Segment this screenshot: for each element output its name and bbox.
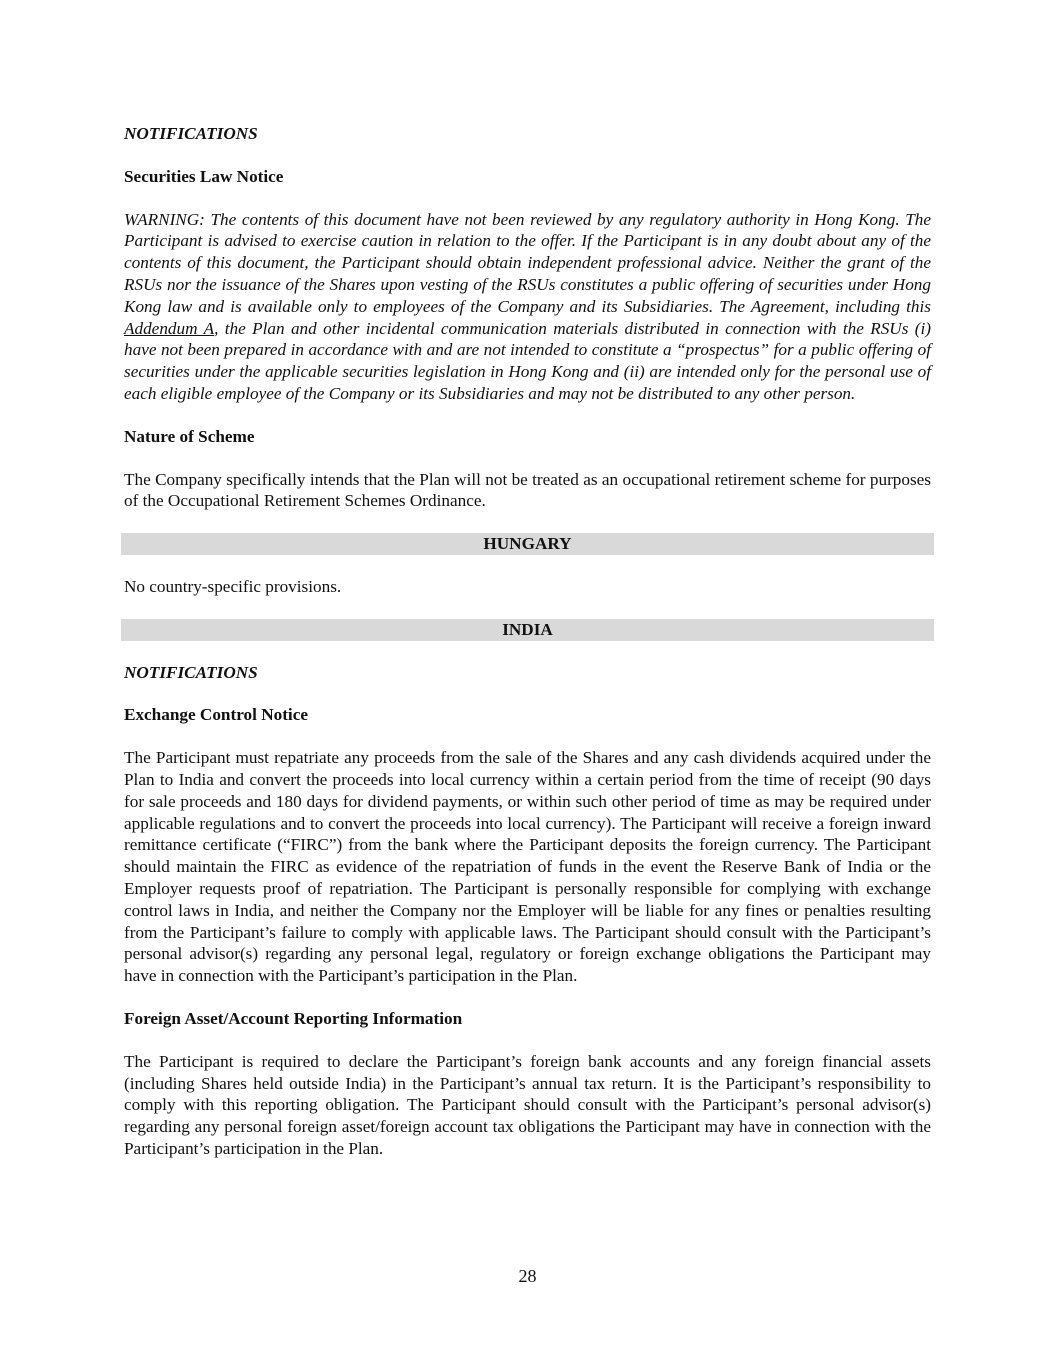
addendum-a-reference: Addendum A bbox=[124, 318, 215, 338]
nature-of-scheme-heading: Nature of Scheme bbox=[124, 426, 255, 446]
page-number: 28 bbox=[518, 1266, 537, 1286]
nature-of-scheme-paragraph: The Company specifically intends that the Plan will not be treated as an occupational retirement scheme for purposes of the Occupational Retirement Schemes Ordinance. bbox=[124, 469, 931, 511]
hungary-paragraph: No country-specific provisions. bbox=[124, 576, 342, 596]
securities-law-notice-heading: Securities Law Notice bbox=[124, 166, 284, 186]
country-header-hungary: HUNGARY bbox=[121, 533, 934, 555]
securities-warning-paragraph bbox=[124, 209, 931, 405]
country-header-india: INDIA bbox=[121, 619, 934, 641]
exchange-control-notice-heading: Exchange Control Notice bbox=[124, 705, 308, 725]
exchange-control-paragraph: The Participant must repatriate any proceeds from the sale of the Shares and any cash dividends acquired under the Plan to India and convert the proceeds into local currency within a certain period from the time of receipt (90 days for sale proceeds and 180 days for dividend payments, or within such other period of time as may be required under applicable regulations and to convert the proceeds into local currency). The Participant will receive a foreign inward remittance certificate (“FIRC”) from the bank where the Participant deposits the foreign currency. The Participant should maintain the FIRC as evidence of the repatriation of funds in the event the Reserve Bank of India or the Employer requests proof of repatriation. The Participant is personally responsible for complying with exchange control laws in India, and neither the Company nor the Employer will be liable for any fines or penalties resulting from the Participant’s failure to comply with applicable laws. The Participant should consult with the Participant’s personal advisor(s) regarding any personal legal, regulatory or foreign exchange obligations the Participant may have in connection with the Participant’s participation in the Plan. bbox=[124, 748, 931, 986]
warning-text-part2: , the Plan and other incidental communication materials distributed in connection with the RSUs (i) have not been prepared in accordance with and are not intended to constitute a “prospectus” for a public offering of securities under the applicable securities legislation in Hong Kong and (ii) are intended only for the personal use of each eligible employee of the Company or its Subsidiaries and may not be distributed to any other person. bbox=[124, 318, 931, 403]
notifications-heading: NOTIFICATIONS bbox=[124, 124, 258, 143]
document-page bbox=[124, 123, 931, 1181]
foreign-asset-reporting-paragraph: The Participant is required to declare the Participant’s foreign bank accounts and any foreign financial assets (including Shares held outside India) in the Participant’s annual tax return. It is the Participant’s responsibility to comply with this reporting obligation. The Participant should consult with the Participant’s personal advisor(s) regarding any personal foreign asset/foreign account tax obligations the Participant may have in connection with the Participant’s participation in the Plan. bbox=[124, 1051, 931, 1158]
india-notifications-heading: NOTIFICATIONS bbox=[124, 662, 258, 682]
warning-text-part1: WARNING: The contents of this document have not been reviewed by any regulatory authority in Hong Kong. The Participant is advised to exercise caution in relation to the offer. If the Participant is in any doubt about any of the contents of this document, the Participant should obtain independent professional advice. Neither the grant of the RSUs nor the issuance of the Shares upon vesting of the RSUs constitutes a public offering of securities under Hong Kong law and is available only to employees of the Company and its Subsidiaries. The Agreement, including this bbox=[124, 209, 931, 316]
foreign-asset-reporting-heading: Foreign Asset/Account Reporting Information bbox=[124, 1008, 463, 1028]
